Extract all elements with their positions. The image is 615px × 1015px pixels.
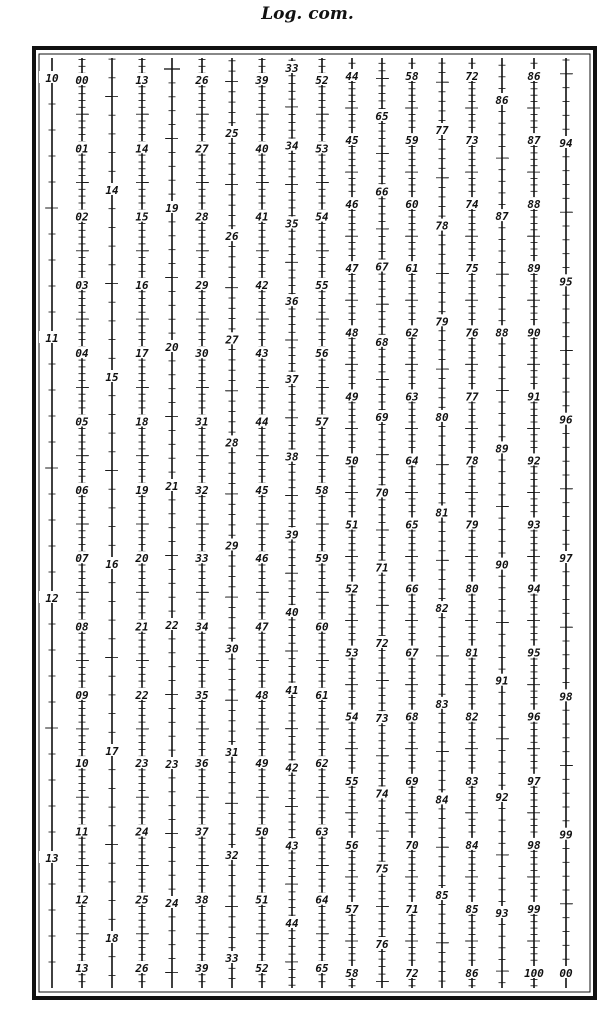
- scale-label: 31: [225, 745, 239, 759]
- scale-label: 71: [405, 902, 419, 916]
- scale-label: 54: [315, 210, 329, 224]
- scale-label: 53: [345, 646, 359, 660]
- scale-label: 58: [405, 70, 419, 83]
- scale-label: 57: [315, 415, 329, 429]
- scale-label: 33: [195, 552, 209, 566]
- scale-label: 20: [165, 341, 179, 354]
- scale-label: 58: [345, 967, 359, 980]
- scale-label: 26: [195, 74, 209, 87]
- scale-label: 66: [375, 185, 389, 199]
- scale-label: 13: [135, 74, 149, 87]
- scale-label: 68: [375, 335, 389, 349]
- scale-label: 39: [255, 74, 269, 87]
- scale-label: 60: [315, 620, 329, 634]
- scale-label: 51: [255, 893, 269, 907]
- scale-label: 98: [559, 690, 573, 704]
- scale-label: 00: [75, 74, 89, 87]
- scale-label: 95: [559, 275, 573, 289]
- scale-label: 35: [285, 217, 299, 231]
- scale-label: 39: [285, 528, 299, 542]
- scale-label: 46: [345, 198, 359, 212]
- scale-label: 54: [345, 710, 359, 724]
- scale-label: 91: [495, 674, 509, 688]
- scale-label: 78: [435, 219, 449, 233]
- scale-label: 74: [465, 198, 479, 212]
- scale-label: 48: [345, 326, 359, 340]
- scale-label: 63: [405, 390, 419, 404]
- scale-label: 38: [285, 450, 299, 464]
- scale-label: 96: [527, 710, 541, 724]
- scale-label: 14: [105, 184, 119, 197]
- scale-label: 86: [527, 70, 541, 83]
- scale-label: 70: [375, 486, 389, 500]
- scale-label: 49: [255, 757, 269, 771]
- scale-label: 77: [435, 124, 449, 137]
- scale-label: 03: [75, 278, 89, 292]
- scale-label: 79: [465, 518, 479, 532]
- scale-label: 29: [195, 278, 209, 292]
- scale-label: 34: [195, 620, 209, 634]
- scale-label: 07: [75, 552, 89, 566]
- scale-label: 73: [375, 712, 389, 726]
- scale-label: 41: [285, 683, 299, 697]
- scale-label: 81: [435, 506, 449, 520]
- scale-label: 42: [255, 278, 269, 292]
- page-title: Log. com.: [261, 4, 354, 24]
- scale-label: 65: [315, 962, 329, 975]
- scale-label: 46: [255, 552, 269, 566]
- scale-label: 75: [465, 262, 479, 276]
- scale-label: 24: [165, 897, 179, 910]
- scale-label: 80: [465, 582, 479, 596]
- scale-label: 25: [135, 893, 149, 907]
- scale-label: 76: [465, 326, 479, 340]
- scale-label: 52: [255, 962, 269, 975]
- scale-label: 02: [75, 210, 89, 224]
- scale-label: 18: [135, 415, 149, 429]
- scale-label: 94: [527, 582, 541, 596]
- scale-label: 08: [75, 620, 89, 634]
- scale-label: 59: [315, 552, 329, 566]
- scale-label: 68: [405, 710, 419, 724]
- scale-label: 97: [559, 552, 573, 565]
- scale-label: 36: [285, 295, 299, 309]
- scale-label: 55: [315, 278, 329, 292]
- scale-label: 63: [315, 825, 329, 839]
- scale-label: 44: [285, 917, 299, 930]
- scale-label: 85: [435, 889, 449, 902]
- scale-label: 64: [405, 454, 419, 468]
- scale-label: 36: [195, 757, 209, 771]
- scale-label: 48: [255, 688, 269, 702]
- scale-label: 42: [285, 761, 299, 775]
- scale-label: 56: [345, 838, 359, 852]
- scale-label: 14: [135, 142, 149, 156]
- scale-label: 62: [315, 757, 329, 771]
- scale-label: 70: [405, 838, 419, 852]
- scale-label: 10: [45, 72, 59, 85]
- scale-label: 98: [527, 838, 541, 852]
- scale-label: 51: [345, 518, 359, 532]
- scale-label: 30: [195, 347, 209, 361]
- scale-label: 26: [225, 230, 239, 244]
- scale-label: 49: [345, 390, 359, 404]
- scale-label: 33: [225, 952, 239, 965]
- scale-label: 90: [495, 558, 509, 572]
- scale-label: 35: [195, 688, 209, 702]
- scale-label: 20: [135, 552, 149, 566]
- scale-label: 47: [255, 620, 269, 634]
- scale-label: 17: [135, 347, 149, 361]
- scale-label: 99: [559, 828, 573, 842]
- scale-label: 12: [75, 893, 89, 907]
- scale-label: 11: [45, 332, 59, 345]
- scale-label: 96: [559, 413, 573, 427]
- scale-label: 90: [527, 326, 541, 340]
- scale-label: 05: [75, 415, 89, 429]
- scale-label: 52: [315, 74, 329, 87]
- scale-label: 85: [465, 902, 479, 916]
- scale-label: 86: [465, 967, 479, 980]
- scale-label: 100: [524, 967, 544, 980]
- scale-label: 32: [195, 483, 209, 497]
- scale-label: 06: [75, 483, 89, 497]
- column-rules: [52, 58, 566, 988]
- scale-label: 61: [405, 262, 419, 276]
- scale-label: 17: [105, 745, 119, 758]
- scale-label: 61: [315, 688, 329, 702]
- scale-label: 44: [255, 415, 269, 429]
- scale-label: 34: [285, 139, 299, 153]
- scale-label: 93: [527, 518, 541, 532]
- scale-label: 22: [165, 619, 179, 632]
- scale-label: 28: [195, 210, 209, 224]
- scale-label: 24: [135, 825, 149, 839]
- scale-label: 86: [495, 94, 509, 107]
- scale-label: 38: [195, 893, 209, 907]
- scale-label: 72: [465, 70, 479, 83]
- scale-label: 77: [465, 390, 479, 404]
- scale-label: 16: [135, 278, 149, 292]
- scale-label: 97: [527, 774, 541, 788]
- scale-label: 29: [225, 539, 239, 553]
- scale-label: 92: [495, 790, 509, 804]
- scale-label: 82: [435, 602, 449, 616]
- scale-label: 89: [495, 442, 509, 456]
- scale-label: 19: [135, 483, 149, 497]
- scale-label: 66: [405, 582, 419, 596]
- scale-label: 88: [495, 326, 509, 340]
- scale-label: 30: [225, 642, 239, 656]
- scale-label: 25: [225, 127, 239, 140]
- scale-label: 43: [255, 347, 269, 361]
- scale-label: 01: [75, 142, 89, 156]
- scale-label: 81: [465, 646, 479, 660]
- scale-label: 40: [255, 142, 269, 156]
- scale-label: 32: [225, 848, 239, 862]
- scale-label: 84: [465, 838, 479, 852]
- scale-label: 13: [75, 962, 89, 975]
- scale-label: 58: [315, 483, 329, 497]
- scale-label: 40: [285, 606, 299, 620]
- scale-label: 21: [165, 480, 179, 493]
- scale-label: 67: [375, 260, 389, 274]
- scale-label: 37: [285, 372, 299, 386]
- scale-label: 28: [225, 436, 239, 450]
- scale-label: 55: [345, 774, 359, 788]
- scale-label: 11: [75, 825, 89, 839]
- scale-label: 67: [405, 646, 419, 660]
- scale-label: 71: [375, 561, 389, 575]
- scale-label: 12: [45, 592, 59, 605]
- scale-label: 22: [135, 688, 149, 702]
- scale-label: 73: [465, 134, 479, 148]
- scale-label: 64: [315, 893, 329, 907]
- scale-label: 65: [375, 110, 389, 123]
- scale-label: 23: [135, 757, 149, 771]
- scale-label: 13: [45, 852, 59, 865]
- scale-label: 88: [527, 198, 541, 212]
- scale-label: 45: [345, 134, 359, 148]
- scale-label: 33: [285, 62, 299, 75]
- scale-label: 94: [559, 137, 573, 150]
- scale-label: 95: [527, 646, 541, 660]
- scale-label: 84: [435, 793, 449, 807]
- scale-label: 00: [559, 967, 573, 980]
- scale-label: 18: [105, 932, 119, 945]
- scale-label: 10: [75, 757, 89, 771]
- scale-label: 15: [105, 371, 119, 384]
- scale-label: 62: [405, 326, 419, 340]
- scale-label: 92: [527, 454, 541, 468]
- scale-label: 37: [195, 825, 209, 839]
- scale-label: 87: [527, 134, 541, 148]
- scale-label: 75: [375, 862, 389, 876]
- scale-label: 27: [225, 333, 239, 347]
- scale-label: 91: [527, 390, 541, 404]
- scale-label: 47: [345, 262, 359, 276]
- scale-label: 89: [527, 262, 541, 276]
- scale-label: 69: [405, 774, 419, 788]
- scale-label: 16: [105, 558, 119, 571]
- scale-label: 43: [285, 839, 299, 853]
- scale-label: 15: [135, 210, 149, 224]
- scale-labels: [39, 61, 579, 980]
- scale-label: 87: [495, 210, 509, 224]
- scale-label: 83: [465, 774, 479, 788]
- scale-label: 65: [405, 518, 419, 532]
- scale-label: 26: [135, 962, 149, 975]
- scale-label: 44: [345, 70, 359, 83]
- scale-label: 69: [375, 411, 389, 425]
- scale-label: 50: [345, 454, 359, 468]
- scale-label: 50: [255, 825, 269, 839]
- scale-label: 27: [195, 142, 209, 156]
- scale-label: 56: [315, 347, 329, 361]
- scale-label: 04: [75, 347, 89, 361]
- scale-label: 76: [375, 938, 389, 951]
- scale-label: 60: [405, 198, 419, 212]
- scale-label: 72: [375, 636, 389, 650]
- scale-label: 59: [405, 134, 419, 148]
- scale-label: 99: [527, 902, 541, 916]
- scale-label: 45: [255, 483, 269, 497]
- scale-label: 80: [435, 410, 449, 424]
- scale-label: 41: [255, 210, 269, 224]
- scale-label: 72: [405, 967, 419, 980]
- scale-label: 79: [435, 315, 449, 329]
- scale-label: 82: [465, 710, 479, 724]
- scale-label: 21: [135, 620, 149, 634]
- scale-label: 83: [435, 697, 449, 711]
- scale-label: 39: [195, 962, 209, 975]
- scale-label: 57: [345, 902, 359, 916]
- scale-label: 31: [195, 415, 209, 429]
- scale-label: 93: [495, 907, 509, 920]
- scale-ticks: [44, 59, 574, 986]
- scale-label: 23: [165, 758, 179, 771]
- scale-label: 74: [375, 787, 389, 801]
- scale-label: 53: [315, 142, 329, 156]
- scale-label: 78: [465, 454, 479, 468]
- scale-label: 19: [165, 202, 179, 215]
- scale-label: 09: [75, 688, 89, 702]
- scale-label: 52: [345, 582, 359, 596]
